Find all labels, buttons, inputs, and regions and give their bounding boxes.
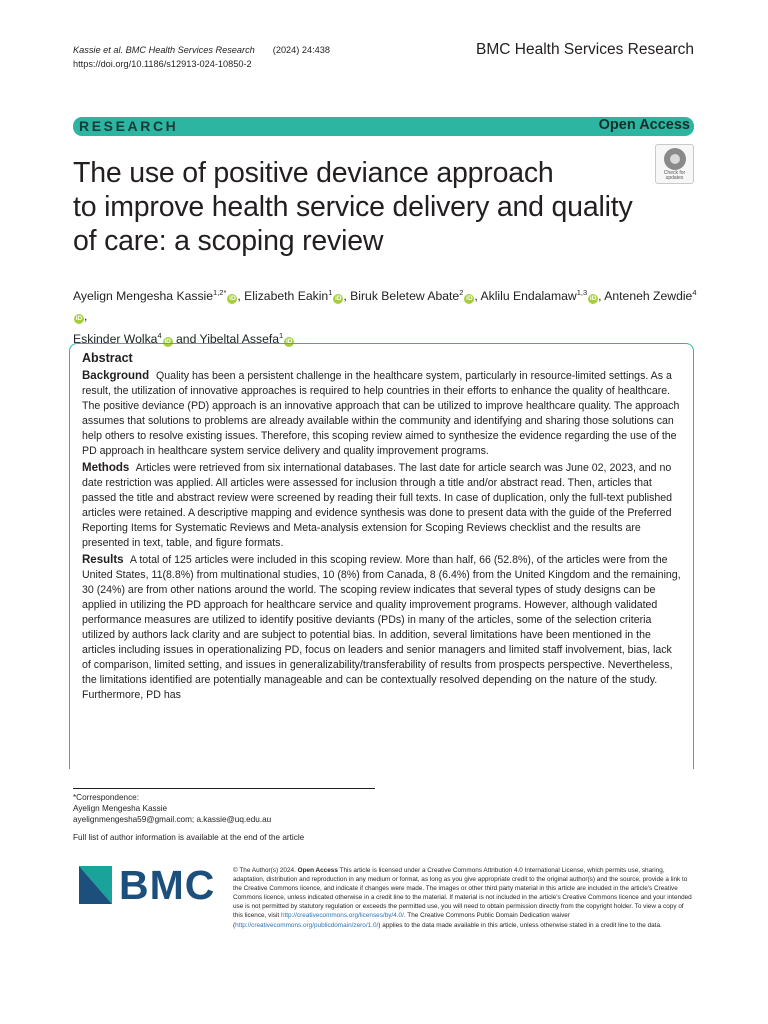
title-line-2: to improve health service delivery and quality	[73, 191, 633, 223]
abstract-background	[82, 369, 681, 459]
author-name[interactable]: Ayelign Mengesha Kassie	[73, 289, 214, 303]
author-separator: ,	[474, 289, 481, 303]
author-separator: and	[172, 332, 200, 346]
orcid-icon[interactable]: iD	[164, 338, 171, 345]
doi-link[interactable]: https://doi.org/10.1186/s12913-024-10850-2	[73, 59, 252, 69]
author-entry	[481, 289, 605, 303]
methods-label: Methods	[82, 462, 130, 474]
cc-zero-link[interactable]: http://creativecommons.org/publicdomain/zero/1.0/	[235, 921, 379, 929]
check-updates-label: Check for updates	[663, 170, 686, 181]
author-entry	[350, 289, 480, 303]
correspondence-emails[interactable]: ayelignmengesha59@gmail.com; a.kassie@uq.edu.au	[73, 815, 272, 824]
license-text	[233, 866, 695, 930]
abstract-heading: Abstract	[82, 351, 133, 365]
title-line-3: of care: a scoping review	[73, 225, 384, 257]
author-list	[73, 283, 698, 349]
author-separator: ,	[237, 289, 245, 303]
year-volume: (2024) 24:438	[272, 45, 330, 55]
check-for-updates-button[interactable]	[655, 144, 694, 184]
cc-by-link[interactable]: http://creativecommons.org/licenses/by/4.0/	[280, 912, 404, 920]
correspondence-label: *Correspondence:	[73, 793, 139, 802]
correspondence-name: Ayelign Mengesha Kassie	[73, 804, 168, 813]
results-label: Results	[82, 554, 124, 566]
author-separator: ,	[84, 309, 88, 323]
license-open-access: Open Access	[297, 867, 338, 874]
bmc-mark-icon	[79, 866, 112, 904]
abstract-methods	[82, 461, 681, 551]
section-label: RESEARCH	[79, 118, 179, 134]
author-affiliation: 2	[459, 288, 464, 297]
orcid-icon[interactable]: iD	[75, 315, 83, 322]
abstract-results	[82, 553, 681, 703]
author-affiliation: 1	[279, 331, 284, 340]
citation-header	[73, 43, 348, 71]
bmc-wordmark: BMC	[119, 862, 216, 908]
author-affiliation: 4	[157, 331, 162, 340]
author-separator: ,	[598, 289, 605, 303]
orcid-icon[interactable]: iD	[335, 295, 342, 302]
orcid-icon[interactable]: iD	[466, 295, 473, 302]
author-affiliation: 1,3	[576, 288, 588, 297]
abstract-box	[69, 343, 694, 769]
background-text: Quality has been a persistent challenge in the healthcare system, particularly in resource-limited settings. As a result, the utilization of innovative approaches is required to help countries in their efforts to enhance the quality of healthcare. The positive deviance (PD) approach is an innovative approach that can be utilized to improve healthcare quality. The approach assumes that solutions to problems are already available within the community and identifying and sharing those solutions can help others to resolve existing issues. Therefore, this scoping review aimed to synthesize the evidence regarding the use of the PD approach in healthcare system service delivery and quality improvement programs.	[82, 370, 680, 457]
article-title	[73, 156, 653, 258]
methods-text: Articles were retrieved from six international databases. The last date for article search was June 02, 2023, and no date restriction was applied. All articles were assessed for inclusion through a title and/or abstract read. Then, articles that passed the title and abstract review were screened by reading their full texts. In case of duplication, only the full-text published articles were retained. A descriptive mapping and evidence synthesis was done to present data with the guide of the Preferred Reporting Items for Systematic Reviews and Meta-analysis extension for Scoping Reviews checklist and the results are presented in text, table, and figure formats.	[82, 462, 673, 549]
journal-short-name: Kassie et al. BMC Health Services Research	[73, 45, 255, 55]
author-info-note: Full list of author information is available at the end of the article	[73, 833, 305, 842]
open-access-label: Open Access	[598, 117, 690, 133]
title-line-1: The use of positive deviance approach	[73, 157, 554, 189]
author-entry	[244, 289, 350, 303]
section-bar	[73, 117, 694, 136]
results-text: A total of 125 articles were included in this scoping review. More than half, 66 (52.8%), of the articles were from the United States, 11(8.8%) from multinational studies, 10 (8%) from Canada, 8 (6.4%) from the United Kingdom and the remaining, 30 (24%) are from other nations around the world. The scoping review indicates that several types of study designs can be applied in utilizing the PD approach for healthcare service and quality improvement programs. However, although validated performance measures are utilized to identify positive deviants (PDs) in many of the articles, some of the selection criteria utilized by authors lack clarity and are subject to potential bias. In addition, several limitations have been mentioned in the articles including issues in operationalizing PD, focus on leaders and senior managers and limited staff involvement, bias, lack of comparison, limited setting, and issues in generalizability/transferability of results from prospects perspective. Nevertheless, the limitations identified are potentially manageable and can be contextually resolved depending on the nature of the study. Furthermore, PD has	[82, 554, 681, 701]
orcid-icon[interactable]: iD	[589, 295, 597, 302]
check-updates-icon	[664, 148, 686, 170]
bmc-logo	[79, 862, 216, 908]
author-name[interactable]: Yibeltal Assefa	[199, 332, 280, 346]
journal-name: BMC Health Services Research	[476, 41, 694, 58]
footnote-rule	[73, 788, 375, 789]
background-label: Background	[82, 370, 150, 382]
author-name[interactable]: Anteneh Zewdie	[604, 289, 693, 303]
citation-line	[73, 43, 348, 57]
author-name[interactable]: Aklilu Endalamaw	[480, 289, 577, 303]
license-body-3: ) applies to the data made available in this article, unless otherwise stated in a credit line to the data.	[378, 921, 662, 929]
author-name[interactable]: Biruk Beletew Abate	[350, 289, 460, 303]
author-name[interactable]: Elizabeth Eakin	[244, 289, 329, 303]
correspondence-block	[73, 792, 271, 825]
author-name[interactable]: Eskinder Wolka	[73, 332, 158, 346]
author-separator: ,	[343, 289, 351, 303]
author-entry	[73, 289, 244, 303]
author-affiliation: 1,2*	[213, 288, 227, 297]
orcid-icon[interactable]: iD	[229, 295, 236, 302]
orcid-icon[interactable]: iD	[285, 338, 293, 345]
author-affiliation: 1	[328, 288, 333, 297]
copyright-notice: © The Author(s) 2024.	[233, 867, 296, 874]
license-body-2: . The Creative Commons Public Domain Dedication waiver (	[233, 912, 570, 929]
license-body: This article is licensed under a Creative Commons Attribution 4.0 International License, which permits use, sharing, adaptation, distribution and reproduction in any medium or format, as long as you give appropriate credit to the original author(s) and the source, provide a link to the Creative Commons licence, and indicate if changes were made. The images or other third party material in this article are included in the article's Creative Commons licence, unless indicated otherwise in a credit line to the material. If material is not included in the article's Creative Commons licence and your intended use is not permitted by statutory regulation or exceeds the permitted use, you will need to obtain permission directly from the copyright holder. To view a copy of this licence, visit	[233, 867, 692, 920]
author-affiliation: 4	[692, 288, 697, 297]
